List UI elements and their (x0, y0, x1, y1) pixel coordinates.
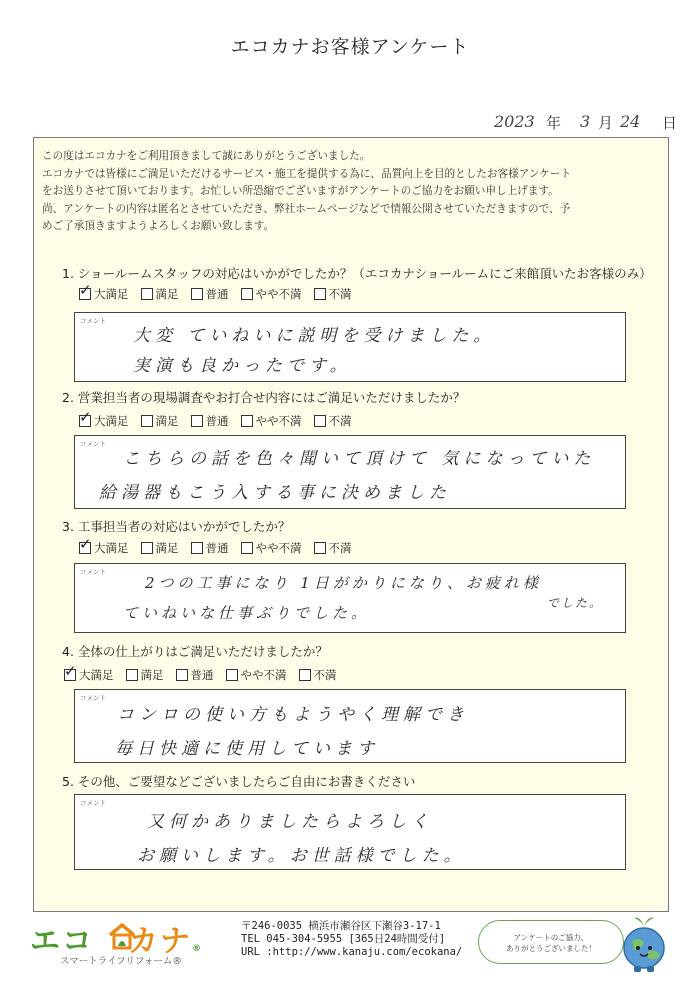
checkbox[interactable] (141, 542, 153, 554)
checkbox[interactable] (64, 662, 77, 681)
options-q3 (79, 535, 352, 556)
option-satisfied[interactable] (141, 413, 179, 429)
checkbox[interactable] (141, 288, 153, 300)
option-label: やや不満 (255, 414, 302, 428)
checkbox[interactable] (141, 415, 153, 427)
option-somewhat-dissatisfied[interactable] (241, 413, 302, 429)
checkbox[interactable] (191, 288, 203, 300)
checkbox[interactable] (126, 669, 138, 681)
date-month: 3 (580, 112, 591, 131)
date-month-label: 月 (598, 114, 614, 132)
logo-tagline: スマートライフリフォーム® (60, 956, 182, 967)
checkbox[interactable] (314, 415, 326, 427)
comment-label: コメント (80, 799, 106, 807)
comment-line: 又何かありましたらよろしく (147, 812, 433, 832)
comment-box-q1[interactable] (74, 312, 626, 382)
checkbox[interactable] (299, 669, 311, 681)
thanks-bubble (478, 920, 624, 964)
comment-line: ていねいな仕事ぶりでした。 (123, 604, 371, 622)
date-day: 24 (620, 112, 641, 131)
comment-line: 実演も良かったです。 (133, 356, 352, 376)
comment-box-q3[interactable] (74, 563, 626, 633)
question-1: 1. ショールームスタッフの対応はいかがでしたか？（エコカナショールームにご来館頂いたお客様のみ） (62, 266, 652, 281)
option-label: 不満 (328, 541, 352, 555)
options-q4 (64, 662, 337, 683)
page-title: エコカナお客様アンケート (230, 36, 470, 58)
checkbox[interactable] (241, 288, 253, 300)
date-year: 2023 (494, 112, 535, 131)
option-dissatisfied[interactable] (314, 286, 352, 302)
option-label: 普通 (205, 541, 229, 555)
comment-line: お願いします。お世話様でした。 (137, 846, 466, 866)
checkbox[interactable] (241, 415, 253, 427)
question-3: 3. 工事担当者の対応はいかがでしたか？ (62, 519, 291, 534)
intro-line: 尚、アンケートの内容は匿名とさせていただき、弊社ホームページなどで情報公開させていただきますので、予 (42, 202, 571, 215)
comment-line: 毎日快適に使用しています (115, 739, 379, 759)
earth-mascot-icon (614, 912, 674, 976)
option-label: 大満足 (94, 541, 129, 555)
option-somewhat-dissatisfied[interactable] (226, 667, 287, 683)
option-dissatisfied[interactable] (314, 413, 352, 429)
date-year-label: 年 (546, 114, 562, 132)
checkbox[interactable] (314, 542, 326, 554)
option-dissatisfied[interactable] (314, 540, 352, 556)
option-very-satisfied[interactable] (79, 408, 129, 429)
intro-text (42, 148, 662, 236)
comment-line: こちらの話を色々聞いて頂けて 気になっていた (123, 449, 596, 469)
option-very-satisfied[interactable] (64, 662, 114, 683)
checkbox[interactable] (191, 542, 203, 554)
comment-line: コンロの使い方もようやく理解でき (117, 705, 469, 725)
option-satisfied[interactable] (141, 540, 179, 556)
option-label: 普通 (205, 287, 229, 301)
checkbox[interactable] (314, 288, 326, 300)
logo-prefix: エコ (30, 924, 94, 959)
address-line: 〒246-0035 横浜市瀬谷区下瀬谷3-17-1 (241, 920, 441, 932)
option-neutral[interactable] (191, 413, 229, 429)
comment-line: 2つの工事になり 1日がかりになり、お疲れ様 (145, 574, 542, 592)
company-address (241, 920, 462, 959)
question-2: 2. 営業担当者の現場調査やお打合せ内容にはご満足いただけましたか？ (62, 390, 466, 405)
option-neutral[interactable] (191, 286, 229, 302)
question-5: 5. その他、ご要望などございましたらご自由にお書きください (62, 774, 416, 789)
date-day-label: 日 (662, 114, 678, 132)
logo-suffix: カナ (128, 924, 192, 959)
option-satisfied[interactable] (141, 286, 179, 302)
comment-label: コメント (80, 694, 106, 702)
checkbox[interactable] (191, 415, 203, 427)
comment-label: コメント (80, 440, 106, 448)
option-label: 大満足 (94, 414, 129, 428)
option-very-satisfied[interactable] (79, 281, 129, 302)
option-satisfied[interactable] (126, 667, 164, 683)
comment-line: 大変 ていねいに説明を受けました。 (133, 326, 496, 346)
thanks-line: アンケートのご協力、 (513, 933, 589, 942)
option-label: 満足 (140, 668, 164, 682)
check-mark-icon: ✓ (79, 535, 92, 553)
option-label: やや不満 (255, 287, 302, 301)
option-label: やや不満 (240, 668, 287, 682)
checkbox[interactable] (79, 535, 92, 554)
option-label: 満足 (155, 414, 179, 428)
comment-label: コメント (80, 568, 106, 576)
option-label: 大満足 (79, 668, 114, 682)
checkbox[interactable] (176, 669, 188, 681)
option-label: 満足 (155, 287, 179, 301)
question-4: 4. 全体の仕上がりはご満足いただけましたか？ (62, 644, 328, 659)
comment-line: でした。 (547, 596, 604, 610)
house-icon (107, 922, 137, 950)
option-dissatisfied[interactable] (299, 667, 337, 683)
option-label: 満足 (155, 541, 179, 555)
options-q2 (79, 408, 352, 429)
survey-date (494, 112, 684, 136)
option-neutral[interactable] (176, 667, 214, 683)
option-very-satisfied[interactable] (79, 535, 129, 556)
option-label: やや不満 (255, 541, 302, 555)
option-somewhat-dissatisfied[interactable] (241, 286, 302, 302)
option-neutral[interactable] (191, 540, 229, 556)
option-label: 不満 (313, 668, 337, 682)
checkbox[interactable] (226, 669, 238, 681)
phone-line: TEL 045-304-5955 [365日24時間受付] (241, 933, 446, 945)
option-label: 普通 (205, 414, 229, 428)
options-q1 (79, 281, 352, 302)
registered-mark: ® (192, 944, 203, 954)
option-label: 不満 (328, 414, 352, 428)
ecokana-logo (30, 916, 220, 966)
survey-frame (33, 137, 669, 912)
option-label: 普通 (190, 668, 214, 682)
option-somewhat-dissatisfied[interactable] (241, 540, 302, 556)
intro-line: エコカナでは皆様にご満足いただけるサービス・施工を提供する為に、品質向上を目的としたお客様アンケート (42, 167, 572, 180)
intro-line: この度はエコカナをご利用頂きまして誠にありがとうございました。 (42, 150, 371, 162)
url-line: URL :http://www.kanaju.com/ecokana/ (241, 946, 463, 958)
checkbox[interactable] (79, 408, 92, 427)
intro-line: をお送りさせて頂いております。お忙しい所恐縮でございますがアンケートのご協力をお願い申し上げます。 (42, 185, 559, 197)
comment-box-q5[interactable] (74, 794, 626, 870)
comment-box-q4[interactable] (74, 689, 626, 763)
comment-box-q2[interactable] (74, 435, 626, 509)
check-mark-icon: ✓ (79, 408, 92, 426)
option-label: 大満足 (94, 287, 129, 301)
option-label: 不満 (328, 287, 352, 301)
comment-line: 給湯器もこう入する事に決めました (99, 483, 451, 503)
checkbox[interactable] (241, 542, 253, 554)
intro-line: めご了承頂きますようよろしくお願い致します。 (42, 220, 275, 232)
check-mark-icon: ✓ (79, 281, 92, 299)
checkbox[interactable] (79, 281, 92, 300)
check-mark-icon: ✓ (64, 662, 77, 680)
comment-label: コメント (80, 317, 106, 325)
thanks-line: ありがとうございました！ (506, 944, 596, 953)
